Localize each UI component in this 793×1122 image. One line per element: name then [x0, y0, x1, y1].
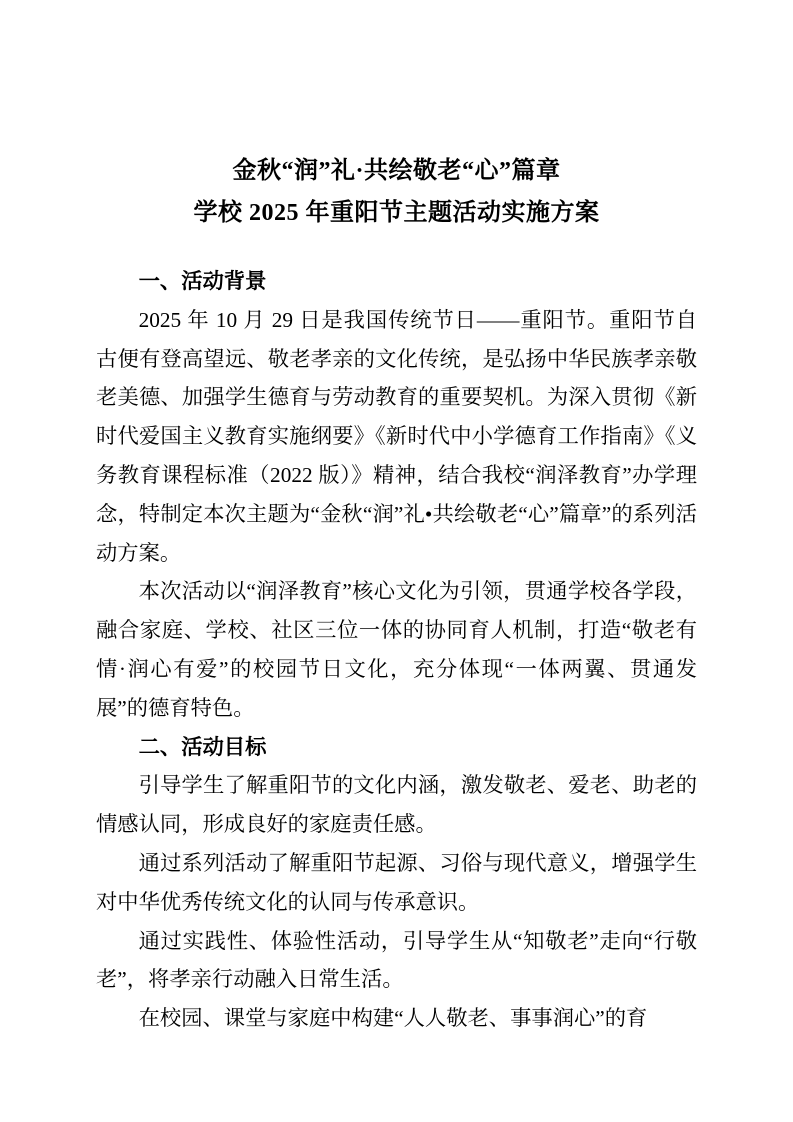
document-title-line1: 金秋“润”礼·共绘敬老“心”篇章 [232, 158, 561, 184]
document-body [96, 262, 697, 1038]
paragraph-goal-1: 引导学生了解重阳节的文化内涵，激发敬老、爱老、助老的情感认同，形成良好的家庭责任感。 [96, 773, 697, 837]
section-heading-activity-background: 一、活动背景 [138, 269, 267, 293]
paragraph-goal-2: 通过系列活动了解重阳节起源、习俗与现代意义，增强学生对中华优秀传统文化的认同与传承意识。 [96, 850, 697, 914]
paragraph-goal-4-truncated: 在校园、课堂与家庭中构建“人人敬老、事事润心”的育 [138, 1006, 648, 1031]
paragraph-background-2: 本次活动以“润泽教育”核心文化为引领，贯通学校各学段，融合家庭、学校、社区三位一体的协同育人机制，打造“敬老有情·润心有爱”的校园节日文化，充分体现“一体两翼、贯通发展”的德育特色。 [96, 579, 697, 720]
paragraph-background-1: 2025 年 10 月 29 日是我国传统节日——重阳节。重阳节自古便有登高望远、敬老孝亲的文化传统，是弘扬中华民族孝亲敬老美德、加强学生德育与劳动教育的重要契机。为深入贯彻《新时代爱国主义教育实施纲要》《新时代中小学德育工作指南》《义务教育课程标准（2022 版）》精神，结合我校“润泽教育”办学理念，特制定本次主题为“金秋“润”礼•共绘敬老“心”篇章”的系列活动方案。 [96, 307, 697, 565]
document-title-line2: 学校 2025 年重阳节主题活动实施方案 [193, 200, 600, 226]
document-title [96, 150, 697, 234]
section-heading-activity-goals: 二、活动目标 [138, 734, 267, 759]
paragraph-goal-3: 通过实践性、体验性活动，引导学生从“知敬老”走向“行敬老”，将孝亲行动融入日常生活。 [96, 928, 697, 992]
